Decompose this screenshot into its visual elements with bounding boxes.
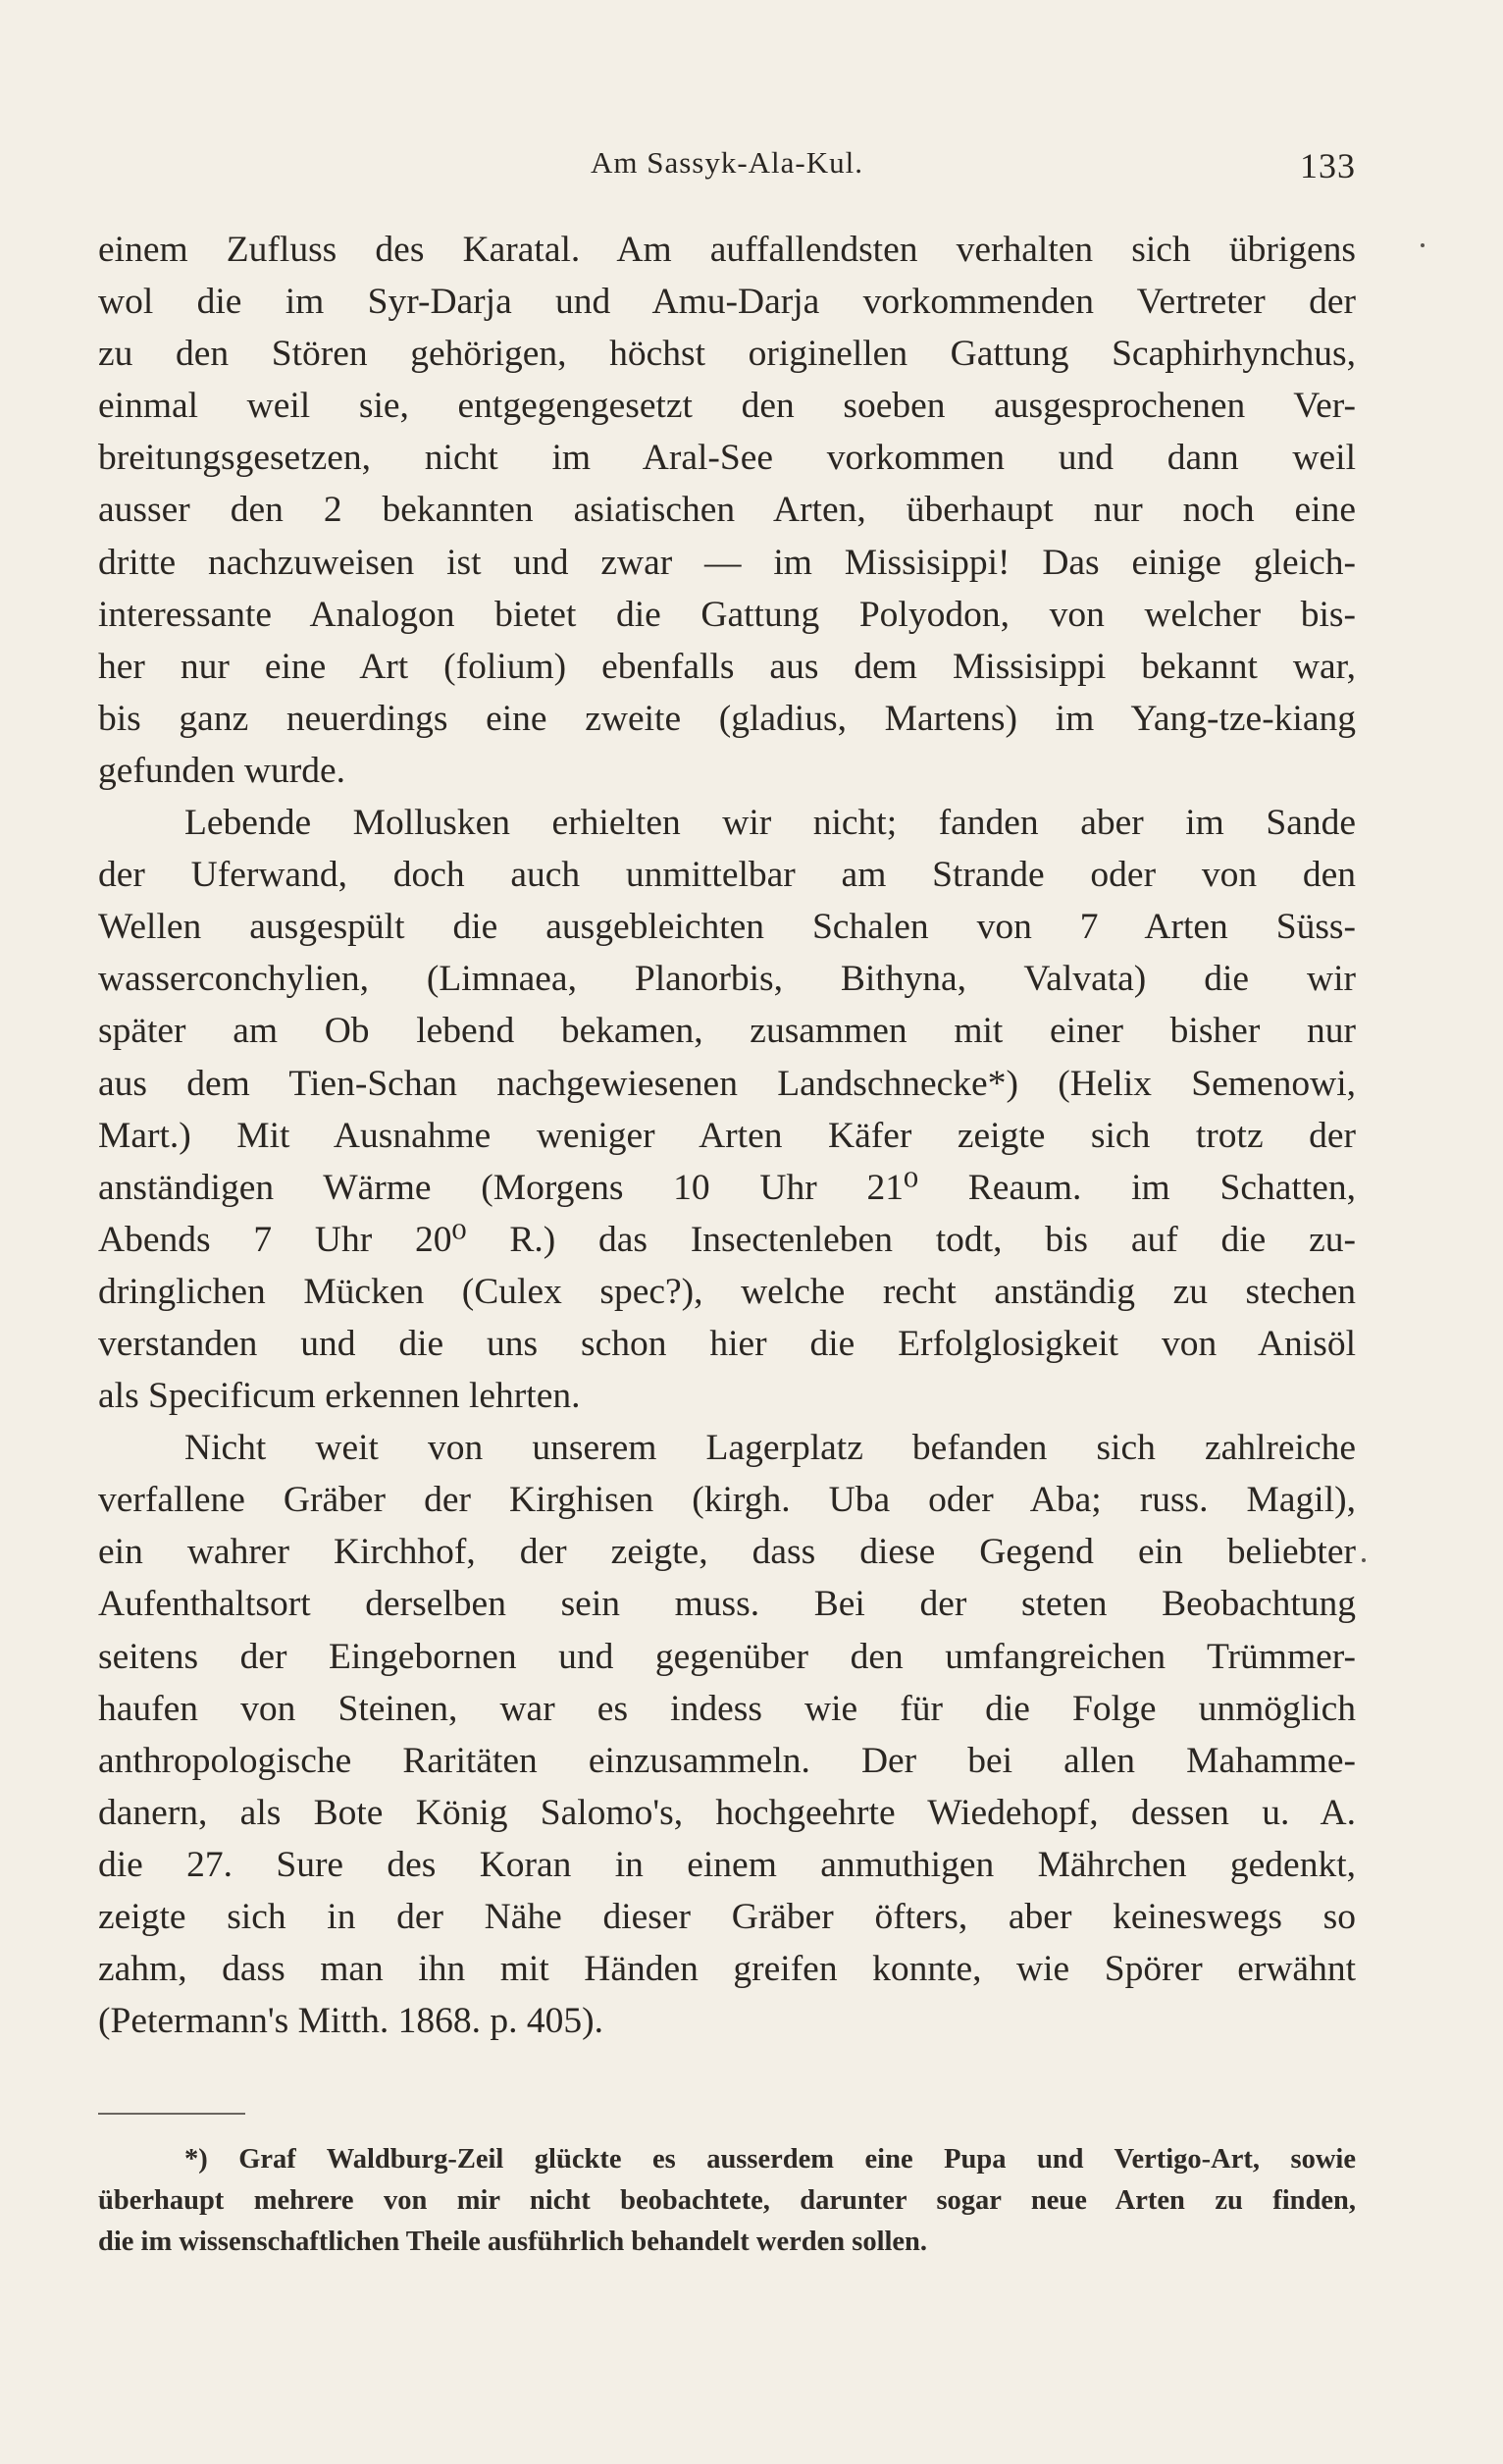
page-number: 133 [1300, 146, 1356, 185]
text-line: dringlichen Mücken (Culex spec?), welche recht anständig zu stechen [98, 1271, 1356, 1312]
text-line: her nur eine Art (folium) ebenfalls aus dem Missisippi bekannt war, [98, 646, 1356, 687]
text-line: Nicht weit von unserem Lagerplatz befanden sich zahlreiche [184, 1428, 1356, 1469]
text-line: der Uferwand, doch auch unmittelbar am Strande oder von den [98, 855, 1356, 896]
text-line: Abends 7 Uhr 20⁰ R.) das Insectenleben todt, bis auf die zu- [98, 1219, 1356, 1260]
text-line: die 27. Sure des Koran in einem anmuthigen Mährchen gedenkt, [98, 1844, 1356, 1885]
text-line: dritte nachzuweisen ist und zwar — im Missisippi! Das einige gleich- [98, 542, 1356, 583]
text-line: wasserconchylien, (Limnaea, Planorbis, Bithyna, Valvata) die wir [98, 959, 1356, 1000]
text-line: einmal weil sie, entgegengesetzt den soeben ausgesprochenen Ver- [98, 386, 1356, 427]
text-line: seitens der Eingebornen und gegenüber den umfangreichen Trümmer- [98, 1636, 1356, 1677]
body-text [98, 224, 1356, 2047]
text-line: wol die im Syr-Darja und Amu-Darja vorkommenden Vertreter der [98, 282, 1356, 323]
text-line: Wellen ausgespült die ausgebleichten Schalen von 7 Arten Süss- [98, 907, 1356, 948]
text-line: anthropologische Raritäten einzusammeln. Der bei allen Mahamme- [98, 1740, 1356, 1781]
text-line: später am Ob lebend bekamen, zusammen mit einer bisher nur [98, 1011, 1356, 1052]
text-line: zeigte sich in der Nähe dieser Gräber öfters, aber keineswegs so [98, 1897, 1356, 1937]
footnote [98, 2139, 1356, 2263]
text-line: zu den Stören gehörigen, höchst originellen Gattung Scaphirhynchus, [98, 334, 1356, 375]
text-line: anständigen Wärme (Morgens 10 Uhr 21⁰ Reaum. im Schatten, [98, 1167, 1356, 1208]
text-line: Mart.) Mit Ausnahme weniger Arten Käfer zeigte sich trotz der [98, 1115, 1356, 1156]
text-line: haufen von Steinen, war es indess wie für die Folge unmöglich [98, 1688, 1356, 1729]
text-line: danern, als Bote König Salomo's, hochgeehrte Wiedehopf, dessen u. A. [98, 1792, 1356, 1833]
margin-speck [1362, 1558, 1366, 1562]
text-line: aus dem Tien-Schan nachgewiesenen Landschnecke*) (Helix Semenowi, [98, 1063, 1356, 1104]
running-head [98, 145, 1356, 188]
text-line: verstanden und die uns schon hier die Erfolglosigkeit von Anisöl [98, 1323, 1356, 1364]
footnote-line: die im wissenschaftlichen Theile ausführlich behandelt werden sollen. [98, 2227, 928, 2257]
running-title: Am Sassyk-Ala-Kul. [590, 145, 864, 180]
text-line: verfallene Gräber der Kirghisen (kirgh. Uba oder Aba; russ. Magil), [98, 1480, 1356, 1521]
book-page [98, 0, 1356, 2464]
text-line: ein wahrer Kirchhof, der zeigte, dass diese Gegend ein beliebter [98, 1532, 1356, 1573]
text-line: interessante Analogon bietet die Gattung Polyodon, von welcher bis- [98, 594, 1356, 635]
text-line: (Petermann's Mitth. 1868. p. 405). [98, 2001, 604, 2042]
text-line: bis ganz neuerdings eine zweite (gladius, Martens) im Yang-tze-kiang [98, 698, 1356, 739]
text-line: gefunden wurde. [98, 750, 345, 791]
footnote-line: *) Graf Waldburg-Zeil glückte es ausserdem eine Pupa und Vertigo-Art, sowie [184, 2144, 1356, 2175]
text-line: Lebende Mollusken erhielten wir nicht; fanden aber im Sande [184, 803, 1356, 844]
text-line: als Specificum erkennen lehrten. [98, 1376, 581, 1417]
margin-speck [1421, 243, 1425, 247]
text-line: zahm, dass man ihn mit Händen greifen konnte, wie Spörer erwähnt [98, 1949, 1356, 1990]
text-line: Aufenthaltsort derselben sein muss. Bei der steten Beobachtung [98, 1584, 1356, 1625]
footnote-rule [98, 2113, 245, 2115]
footnote-line: überhaupt mehrere von mir nicht beobachtete, darunter sogar neue Arten zu finden, [98, 2185, 1356, 2216]
text-line: ausser den 2 bekannten asiatischen Arten, überhaupt nur noch eine [98, 490, 1356, 531]
text-line: breitungsgesetzen, nicht im Aral-See vorkommen und dann weil [98, 438, 1356, 479]
text-line: einem Zufluss des Karatal. Am auffallendsten verhalten sich übrigens [98, 230, 1356, 270]
